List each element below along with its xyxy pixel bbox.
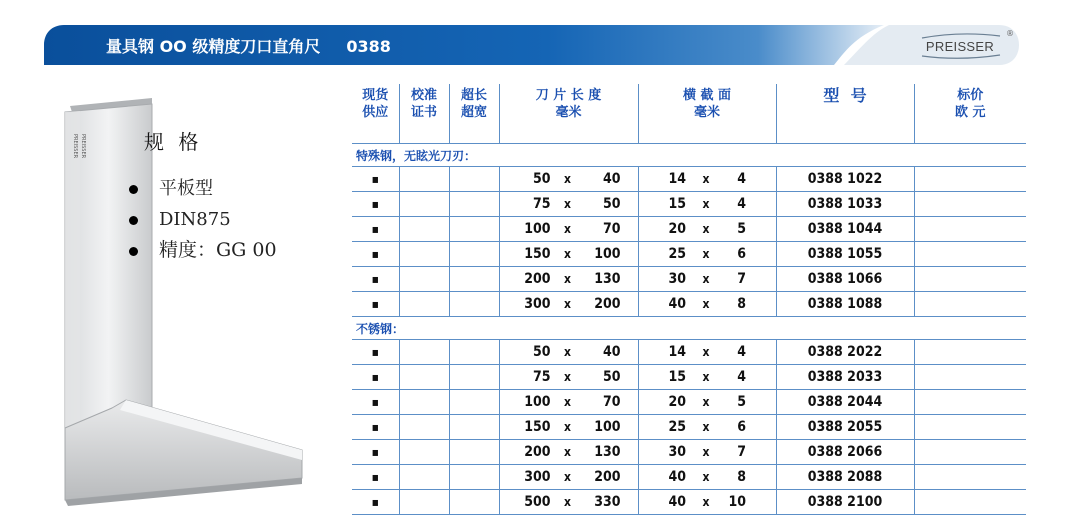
blade-cell: [499, 292, 638, 317]
table-row: [352, 365, 1026, 390]
blade-width: 330: [594, 494, 621, 510]
cert-cell: [399, 365, 449, 390]
table-row: [352, 292, 1026, 317]
blade-width: 100: [594, 419, 621, 435]
price-cell: [914, 465, 1026, 490]
header-banner: [44, 25, 1019, 65]
times-sign: x: [702, 345, 710, 359]
cross-a: 30: [668, 271, 686, 287]
times-sign: x: [702, 197, 710, 211]
blade-width: 40: [602, 171, 621, 187]
header-oversize: 超长 超宽: [449, 84, 499, 144]
times-sign: x: [564, 445, 571, 459]
blade-width: 50: [602, 196, 621, 212]
stock-cell: [352, 365, 399, 390]
times-sign: x: [564, 172, 571, 186]
model-cell: 0388 2044: [776, 390, 914, 415]
times-sign: x: [702, 222, 710, 236]
stock-mark: ▪: [371, 495, 379, 509]
registered-mark: ®: [1006, 29, 1014, 38]
table-row: [352, 415, 1026, 440]
model-cell: 0388 1022: [776, 167, 914, 192]
stock-mark: ▪: [371, 445, 379, 459]
cross-section-cell: [638, 465, 776, 490]
blade-cell: [499, 390, 638, 415]
title-code: 0388: [346, 37, 391, 56]
stock-cell: [352, 415, 399, 440]
stock-cell: [352, 167, 399, 192]
blade-length: 75: [532, 196, 551, 212]
cross-a: 30: [668, 444, 686, 460]
cross-a: 20: [668, 394, 686, 410]
oversize-cell: [449, 340, 499, 365]
price-cell: [914, 242, 1026, 267]
cross-section-cell: [638, 192, 776, 217]
cross-section-cell: [638, 365, 776, 390]
spec-item-text: DIN875: [159, 209, 231, 230]
bullet-icon: [129, 185, 138, 194]
blade-width: 200: [594, 296, 621, 312]
cross-b: 4: [737, 196, 746, 212]
oversize-cell: [449, 292, 499, 317]
blade-length: 500: [524, 494, 551, 510]
page-title: [106, 34, 391, 57]
stock-cell: [352, 390, 399, 415]
model-cell: 0388 2100: [776, 490, 914, 515]
oversize-cell: [449, 390, 499, 415]
blade-cell: [499, 242, 638, 267]
blade-cell: [499, 490, 638, 515]
oversize-cell: [449, 465, 499, 490]
spec-title: 规 格: [144, 130, 203, 154]
times-sign: x: [564, 470, 571, 484]
table-header-row: [352, 84, 1026, 144]
oversize-cell: [449, 490, 499, 515]
blade-width: 40: [602, 344, 621, 360]
times-sign: x: [702, 272, 710, 286]
table-row: [352, 192, 1026, 217]
cert-cell: [399, 242, 449, 267]
stock-mark: ▪: [371, 470, 379, 484]
header-model: 型 号: [776, 84, 914, 144]
blade-length: 100: [524, 394, 551, 410]
product-table: [352, 84, 1026, 515]
cert-cell: [399, 490, 449, 515]
blade-length: 300: [524, 296, 551, 312]
price-cell: [914, 292, 1026, 317]
cert-cell: [399, 415, 449, 440]
title-text: 量具钢 OO 级精度刀口直角尺: [106, 37, 321, 56]
times-sign: x: [564, 272, 571, 286]
bullet-icon: [129, 247, 138, 256]
stock-mark: ▪: [371, 420, 379, 434]
table-row: [352, 242, 1026, 267]
stock-mark: ▪: [371, 197, 379, 211]
spec-list: [129, 173, 344, 266]
price-cell: [914, 390, 1026, 415]
blade-cell: [499, 340, 638, 365]
times-sign: x: [702, 470, 710, 484]
spec-panel: [144, 126, 344, 266]
blade-cell: [499, 415, 638, 440]
blade-length: 300: [524, 469, 551, 485]
header-cert: 校准 证书: [399, 84, 449, 144]
oversize-cell: [449, 217, 499, 242]
blade-width: 100: [594, 246, 621, 262]
cross-b: 7: [737, 271, 746, 287]
blade-length: 75: [532, 369, 551, 385]
price-cell: [914, 167, 1026, 192]
stock-cell: [352, 465, 399, 490]
blade-length: 100: [524, 221, 551, 237]
cert-cell: [399, 192, 449, 217]
times-sign: x: [702, 370, 710, 384]
cross-section-cell: [638, 242, 776, 267]
times-sign: x: [702, 247, 710, 261]
table-row: [352, 465, 1026, 490]
model-cell: 0388 1088: [776, 292, 914, 317]
spec-item-text: 平板型: [159, 178, 213, 199]
blade-width: 70: [602, 394, 621, 410]
cross-section-cell: [638, 267, 776, 292]
price-cell: [914, 192, 1026, 217]
stock-mark: ▪: [371, 272, 379, 286]
brand-name: PREISSER: [925, 39, 995, 54]
stock-cell: [352, 490, 399, 515]
oversize-cell: [449, 242, 499, 267]
brand-logo: [904, 31, 1016, 61]
cross-b: 4: [737, 369, 746, 385]
header-price: 标价 欧 元: [914, 84, 1026, 144]
cert-cell: [399, 167, 449, 192]
spec-item: [129, 204, 344, 235]
blade-cell: [499, 365, 638, 390]
model-cell: 0388 1066: [776, 267, 914, 292]
times-sign: x: [702, 395, 710, 409]
blade-width: 200: [594, 469, 621, 485]
cross-b: 6: [737, 419, 746, 435]
model-cell: 0388 1033: [776, 192, 914, 217]
times-sign: x: [564, 297, 571, 311]
stamp-text-2: PREISSER: [80, 134, 86, 159]
cross-b: 6: [737, 246, 746, 262]
blade-length: 200: [524, 271, 551, 287]
stock-mark: ▪: [371, 345, 379, 359]
model-cell: 0388 2088: [776, 465, 914, 490]
table-row: [352, 217, 1026, 242]
model-cell: 0388 2033: [776, 365, 914, 390]
stock-cell: [352, 292, 399, 317]
cert-cell: [399, 390, 449, 415]
stock-mark: ▪: [371, 222, 379, 236]
stock-mark: ▪: [371, 370, 379, 384]
blade-cell: [499, 192, 638, 217]
cross-a: 40: [668, 494, 686, 510]
times-sign: x: [564, 345, 571, 359]
times-sign: x: [564, 420, 571, 434]
stock-cell: [352, 440, 399, 465]
table-row: [352, 490, 1026, 515]
times-sign: x: [702, 297, 710, 311]
cross-a: 20: [668, 221, 686, 237]
section-row: [352, 144, 1026, 167]
stock-cell: [352, 217, 399, 242]
times-sign: x: [564, 370, 571, 384]
price-cell: [914, 267, 1026, 292]
table-row: [352, 340, 1026, 365]
cross-a: 14: [668, 344, 686, 360]
model-cell: 0388 2055: [776, 415, 914, 440]
section-row: [352, 317, 1026, 340]
times-sign: x: [702, 495, 710, 509]
cross-b: 5: [737, 394, 746, 410]
cross-a: 25: [668, 246, 686, 262]
times-sign: x: [702, 172, 710, 186]
times-sign: x: [564, 222, 571, 236]
header-cross-section: 横 截 面 毫米: [638, 84, 776, 144]
blade-width: 50: [602, 369, 621, 385]
model-cell: 0388 1055: [776, 242, 914, 267]
price-cell: [914, 440, 1026, 465]
blade-length: 200: [524, 444, 551, 460]
cross-b: 5: [737, 221, 746, 237]
stock-cell: [352, 340, 399, 365]
oversize-cell: [449, 440, 499, 465]
times-sign: x: [564, 395, 571, 409]
cross-b: 4: [737, 344, 746, 360]
oversize-cell: [449, 192, 499, 217]
oversize-cell: [449, 167, 499, 192]
cross-section-cell: [638, 440, 776, 465]
times-sign: x: [702, 420, 710, 434]
cross-b: 7: [737, 444, 746, 460]
table-row: [352, 440, 1026, 465]
blade-width: 130: [594, 271, 621, 287]
table-body: [352, 144, 1026, 515]
cert-cell: [399, 217, 449, 242]
blade-cell: [499, 440, 638, 465]
spec-item-text: 精度：GG 00: [159, 239, 277, 261]
cross-section-cell: [638, 415, 776, 440]
stock-mark: ▪: [371, 172, 379, 186]
price-cell: [914, 415, 1026, 440]
stock-mark: ▪: [371, 297, 379, 311]
section-title: 特殊钢，无眩光刀刃：: [352, 144, 1026, 167]
section-title: 不锈钢：: [352, 317, 1026, 340]
times-sign: x: [564, 247, 571, 261]
stock-mark: ▪: [371, 247, 379, 261]
model-cell: 0388 1044: [776, 217, 914, 242]
cross-b: 10: [728, 494, 746, 510]
cert-cell: [399, 465, 449, 490]
stamp-text: PREISSER: [72, 134, 78, 159]
stock-cell: [352, 267, 399, 292]
cross-section-cell: [638, 340, 776, 365]
blade-length: 150: [524, 246, 551, 262]
times-sign: x: [702, 445, 710, 459]
cert-cell: [399, 292, 449, 317]
price-cell: [914, 340, 1026, 365]
cross-a: 15: [668, 196, 686, 212]
stock-cell: [352, 242, 399, 267]
oversize-cell: [449, 267, 499, 292]
blade-length: 50: [532, 344, 551, 360]
cross-a: 40: [668, 296, 686, 312]
cross-section-cell: [638, 217, 776, 242]
model-cell: 0388 2022: [776, 340, 914, 365]
blade-cell: [499, 465, 638, 490]
cross-a: 15: [668, 369, 686, 385]
bullet-icon: [129, 216, 138, 225]
stock-mark: ▪: [371, 395, 379, 409]
blade-length: 50: [532, 171, 551, 187]
blade-cell: [499, 167, 638, 192]
times-sign: x: [564, 197, 571, 211]
header-stock: 现货 供应: [352, 84, 399, 144]
oversize-cell: [449, 415, 499, 440]
cert-cell: [399, 267, 449, 292]
price-cell: [914, 365, 1026, 390]
model-cell: 0388 2066: [776, 440, 914, 465]
price-cell: [914, 217, 1026, 242]
cross-section-cell: [638, 490, 776, 515]
cross-a: 14: [668, 171, 686, 187]
spec-item: [129, 173, 344, 204]
price-cell: [914, 490, 1026, 515]
stock-cell: [352, 192, 399, 217]
oversize-cell: [449, 365, 499, 390]
cross-section-cell: [638, 292, 776, 317]
table-row: [352, 267, 1026, 292]
cross-a: 25: [668, 419, 686, 435]
cross-b: 4: [737, 171, 746, 187]
blade-length: 150: [524, 419, 551, 435]
cert-cell: [399, 340, 449, 365]
cross-a: 40: [668, 469, 686, 485]
times-sign: x: [564, 495, 571, 509]
table-row: [352, 167, 1026, 192]
blade-width: 70: [602, 221, 621, 237]
cross-b: 8: [737, 296, 746, 312]
header-blade-length: 刀 片 长 度 毫米: [499, 84, 638, 144]
cross-section-cell: [638, 167, 776, 192]
blade-cell: [499, 267, 638, 292]
cross-b: 8: [737, 469, 746, 485]
spec-item: [129, 235, 344, 266]
cross-section-cell: [638, 390, 776, 415]
blade-width: 130: [594, 444, 621, 460]
blade-cell: [499, 217, 638, 242]
table-row: [352, 390, 1026, 415]
cert-cell: [399, 440, 449, 465]
